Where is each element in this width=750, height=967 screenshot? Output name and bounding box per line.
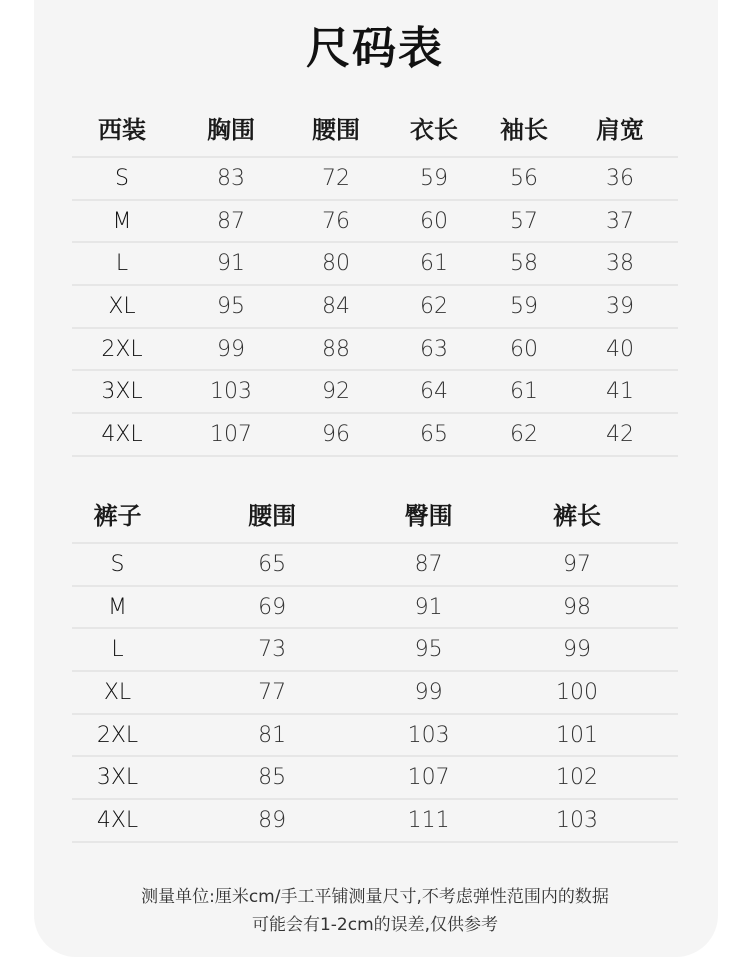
suit-cell-shoulder: 36 bbox=[606, 165, 634, 191]
suit-header-waist: 腰围 bbox=[312, 115, 360, 144]
pants-cell-waist: 73 bbox=[258, 637, 287, 663]
tolerance-note: 可能会有1-2cm的误差,仅供参考 bbox=[251, 915, 499, 935]
suit-cell-shoulder: 39 bbox=[606, 293, 634, 319]
pants-cell-length: 97 bbox=[562, 551, 591, 577]
suit-cell-shoulder: 40 bbox=[606, 336, 634, 362]
suit-cell-shoulder: 42 bbox=[606, 421, 634, 447]
pants-cell-size: M bbox=[108, 594, 127, 620]
suit-header-chest: 胸围 bbox=[207, 115, 255, 144]
suit-cell-waist: 80 bbox=[322, 251, 350, 277]
suit-cell-length: 64 bbox=[420, 379, 448, 405]
pants-cell-length: 98 bbox=[562, 594, 591, 620]
pants-cell-hip: 95 bbox=[414, 637, 443, 663]
pants-header-category: 裤子 bbox=[93, 501, 142, 530]
suit-header-category: 西装 bbox=[98, 115, 146, 144]
pants-table-row bbox=[72, 800, 678, 843]
suit-table-row bbox=[72, 158, 678, 201]
pants-cell-waist: 77 bbox=[258, 679, 287, 705]
pants-size-table bbox=[72, 484, 678, 843]
suit-cell-length: 60 bbox=[420, 208, 448, 234]
pants-cell-length: 103 bbox=[555, 807, 598, 833]
pants-cell-length: 100 bbox=[555, 679, 598, 705]
pants-cell-size: L bbox=[111, 637, 124, 663]
suit-cell-size: L bbox=[115, 251, 129, 277]
suit-cell-sleeve: 58 bbox=[510, 251, 538, 277]
pants-cell-hip: 111 bbox=[407, 807, 450, 833]
pants-header-hip: 臀围 bbox=[404, 501, 453, 530]
suit-cell-sleeve: 56 bbox=[510, 165, 538, 191]
pants-table-row bbox=[72, 672, 678, 715]
suit-table-row bbox=[72, 243, 678, 286]
suit-cell-waist: 96 bbox=[322, 421, 350, 447]
suit-header-length: 衣长 bbox=[410, 115, 458, 144]
suit-table-row bbox=[72, 414, 678, 457]
suit-header-shoulder: 肩宽 bbox=[596, 115, 644, 144]
suit-cell-sleeve: 62 bbox=[510, 421, 538, 447]
suit-cell-chest: 87 bbox=[217, 208, 245, 234]
pants-cell-waist: 85 bbox=[258, 765, 287, 791]
suit-table-row bbox=[72, 329, 678, 372]
suit-cell-waist: 88 bbox=[322, 336, 350, 362]
pants-header-length: 裤长 bbox=[552, 501, 601, 530]
pants-table-row bbox=[72, 629, 678, 672]
suit-cell-size: 2XL bbox=[101, 336, 143, 362]
suit-cell-size: XL bbox=[108, 293, 136, 319]
suit-cell-size: M bbox=[112, 208, 132, 234]
suit-header-sleeve: 袖长 bbox=[500, 115, 548, 144]
pants-table-row bbox=[72, 757, 678, 800]
suit-table-row bbox=[72, 286, 678, 329]
suit-cell-length: 63 bbox=[420, 336, 448, 362]
pants-cell-hip: 99 bbox=[414, 679, 443, 705]
pants-cell-length: 102 bbox=[555, 765, 598, 791]
suit-table-header bbox=[72, 98, 678, 158]
page-title: 尺码表 bbox=[306, 23, 444, 74]
pants-table-row bbox=[72, 544, 678, 587]
suit-cell-shoulder: 41 bbox=[606, 379, 634, 405]
suit-cell-size: S bbox=[115, 165, 129, 191]
suit-cell-chest: 103 bbox=[210, 379, 252, 405]
pants-table-row bbox=[72, 587, 678, 630]
suit-cell-chest: 95 bbox=[217, 293, 245, 319]
measurement-note: 测量单位:厘米cm/手工平铺测量尺寸,不考虑弹性范围内的数据 bbox=[141, 887, 609, 907]
suit-cell-shoulder: 38 bbox=[606, 251, 634, 277]
suit-cell-length: 62 bbox=[420, 293, 448, 319]
pants-table-row bbox=[72, 715, 678, 758]
suit-cell-length: 59 bbox=[420, 165, 448, 191]
suit-cell-length: 61 bbox=[420, 251, 448, 277]
suit-cell-sleeve: 59 bbox=[510, 293, 538, 319]
pants-cell-size: 4XL bbox=[96, 807, 139, 833]
suit-cell-size: 3XL bbox=[101, 379, 143, 405]
pants-cell-length: 101 bbox=[555, 722, 598, 748]
suit-cell-waist: 72 bbox=[322, 165, 350, 191]
suit-cell-waist: 76 bbox=[322, 208, 350, 234]
pants-table-header bbox=[72, 484, 678, 544]
suit-cell-sleeve: 60 bbox=[510, 336, 538, 362]
pants-cell-hip: 103 bbox=[407, 722, 450, 748]
suit-cell-chest: 91 bbox=[217, 251, 245, 277]
pants-cell-size: S bbox=[110, 551, 125, 577]
suit-cell-size: 4XL bbox=[101, 421, 143, 447]
pants-cell-hip: 107 bbox=[407, 765, 450, 791]
suit-cell-chest: 83 bbox=[217, 165, 245, 191]
suit-cell-sleeve: 61 bbox=[510, 379, 538, 405]
pants-cell-length: 99 bbox=[562, 637, 591, 663]
suit-cell-waist: 92 bbox=[322, 379, 350, 405]
pants-cell-hip: 91 bbox=[414, 594, 443, 620]
suit-cell-shoulder: 37 bbox=[606, 208, 634, 234]
suit-table-row bbox=[72, 201, 678, 244]
pants-cell-waist: 81 bbox=[258, 722, 287, 748]
pants-cell-size: 3XL bbox=[96, 765, 139, 791]
pants-cell-waist: 65 bbox=[258, 551, 287, 577]
pants-cell-waist: 69 bbox=[258, 594, 287, 620]
pants-header-waist: 腰围 bbox=[248, 501, 297, 530]
suit-cell-sleeve: 57 bbox=[510, 208, 538, 234]
suit-cell-chest: 99 bbox=[217, 336, 245, 362]
pants-cell-waist: 89 bbox=[258, 807, 287, 833]
suit-cell-length: 65 bbox=[420, 421, 448, 447]
pants-cell-size: XL bbox=[103, 679, 132, 705]
suit-cell-chest: 107 bbox=[210, 421, 252, 447]
pants-cell-size: 2XL bbox=[96, 722, 139, 748]
pants-cell-hip: 87 bbox=[414, 551, 443, 577]
suit-table-row bbox=[72, 371, 678, 414]
suit-cell-waist: 84 bbox=[322, 293, 350, 319]
suit-size-table bbox=[72, 98, 678, 457]
